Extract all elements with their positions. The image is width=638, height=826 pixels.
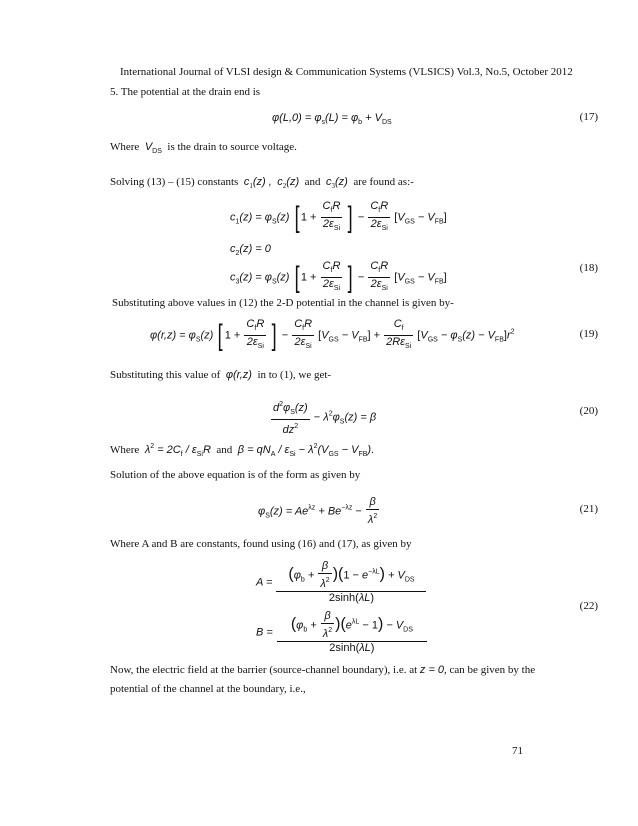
ef-line1-text: Now, the electric field at the barrier (source-channel boundary), i.e. at [110, 664, 418, 676]
ef-line1-tail: , can be given by the [444, 664, 536, 676]
ab-constants-text: Where A and B are constants, found using (16) and (17), as given by [110, 538, 412, 550]
equation-22-number: (22) [579, 600, 598, 612]
c3-arg: (z) [335, 176, 348, 188]
c2-symbol: c [277, 176, 283, 188]
equation-19: $\varphi(r,z) = \varphi_S(z)$ [ 1 + $\frac{C_fR}{2\varepsilon_{Si}}$ ] − $\frac{C_fR}{2\varepsilon_{Si}}$ $[V_{GS} - V_{FB}]$ + $\frac{C_f}{2R\varepsilon_{Si}}$ $[V_{GS} - \varphi_S(z) - V_{FB}]r^2$ [150, 318, 515, 352]
equation-17-number: (17) [579, 111, 598, 123]
equation-18-c3: $c_3(z) = \varphi_S(z)$ [ 1 + $\frac{C_fR}{2\varepsilon_{Si}}$ ] − $\frac{C_fR}{2\varepsilon_{Si}}$ $[V_{GS} - V_{FB}]$ [230, 260, 447, 294]
c3-symbol: c [326, 176, 332, 188]
equation-18-c2: $c_2(z) = 0$ [230, 243, 271, 257]
lambda-definition: $\lambda^2 = 2C_f / \varepsilon_{Si}R$ [144, 443, 211, 458]
equation-21: $\varphi_S(z) = Ae^{\lambda z} + Be^{-\lambda z}$ − $\frac{\beta}{\lambda^2}$ [258, 496, 378, 526]
solving-text-1: Solving (13) – (15) constants [110, 176, 239, 188]
intro-potential-text: 5. The potential at the drain end is [110, 86, 261, 98]
equation-22-b: B = ($\varphi_b$ + $\frac{\beta}{\lambda^2}$ )$(e^{\lambda L} - 1) - V_{DS}$ 2sinh(λL) [256, 610, 428, 655]
electric-field-line1 [110, 663, 535, 677]
where-lambda-beta: Where $\lambda^2 = 2C_f / \varepsilon_{Si}R$ and $\beta = qN_A / \varepsilon_{Si} - \lambda^2(V_{GS} - V_{FB})$. [110, 443, 374, 458]
eq17-lhs: φ(L,0) = φ [272, 112, 322, 124]
solution-text: Solution of the above equation is of the form as given by [110, 469, 361, 481]
vds-description: is the drain to source voltage. [167, 141, 297, 153]
phi-rz-expr: φ(r,z) [225, 369, 252, 381]
z-equals-zero: z = 0 [419, 664, 445, 676]
equation-20-number: (20) [579, 405, 598, 417]
and-word: and [304, 176, 321, 188]
where-word: Where [110, 141, 140, 153]
equation-21-number: (21) [579, 503, 598, 515]
substituting-text-2 [110, 368, 331, 382]
equation-20: $\frac{d^2\varphi_S(z)}{dz^2}$ − $\lambda^2\varphi_S(z) = \beta$ [270, 398, 376, 437]
c1-arg: (z) , [252, 176, 272, 188]
c1-symbol: c [243, 176, 250, 188]
equation-22-a: A = ($\varphi_b$ + $\frac{\beta}{\lambda^2}$ )$(1 - e^{-\lambda L}) + V_{DS}$ 2sinh(λL) [256, 560, 427, 605]
eq17-end: + V [362, 112, 382, 124]
beta-definition: $\beta = qN_A / \varepsilon_{Si} - \lambda^2(V_{GS} - V_{FB})$ [237, 443, 372, 458]
eq17-sub-ds: DS [381, 119, 392, 126]
page-number: 71 [512, 745, 523, 757]
equation-18-number: (18) [579, 262, 598, 274]
vds-subscript: DS [152, 148, 162, 155]
where2-and: and [216, 444, 233, 456]
eq17-sub-s: s [321, 119, 326, 126]
equation-19-number: (19) [579, 328, 598, 340]
substituting2-part1: Substituting this value of [110, 369, 221, 381]
eq17-mid: (L) = φ [325, 112, 359, 124]
c2-arg: (z) [286, 176, 300, 188]
equation-17 [272, 111, 392, 130]
solving-text-2: are found as:- [353, 176, 414, 188]
vds-symbol: V [144, 141, 153, 153]
where-vds-text [110, 140, 297, 159]
substituting2-part2: in to (1), we get- [257, 369, 332, 381]
where2-word: Where [110, 444, 140, 456]
solving-text: Solving (13) – (15) constants $c_1(z)$ , $c_2(z)$ and $c_3(z)$ are found as:- [110, 176, 414, 190]
eq17-sub-b: b [358, 119, 363, 126]
equation-18-c1: $c_1(z) = \varphi_S(z)$ [ 1 + $\frac{C_fR}{2\varepsilon_{Si}}$ ] − $\frac{C_fR}{2\varepsilon_{Si}}$ $[V_{GS} - V_{FB}]$ [230, 200, 447, 234]
electric-field-line2: potential of the channel at the boundary, i.e., [110, 683, 306, 695]
journal-header: International Journal of VLSI design & Communication Systems (VLSICS) Vol.3, No.5, October 2012 [120, 66, 573, 78]
substituting-text-1: Substituting above values in (12) the 2-D potential in the channel is given by- [112, 297, 454, 309]
